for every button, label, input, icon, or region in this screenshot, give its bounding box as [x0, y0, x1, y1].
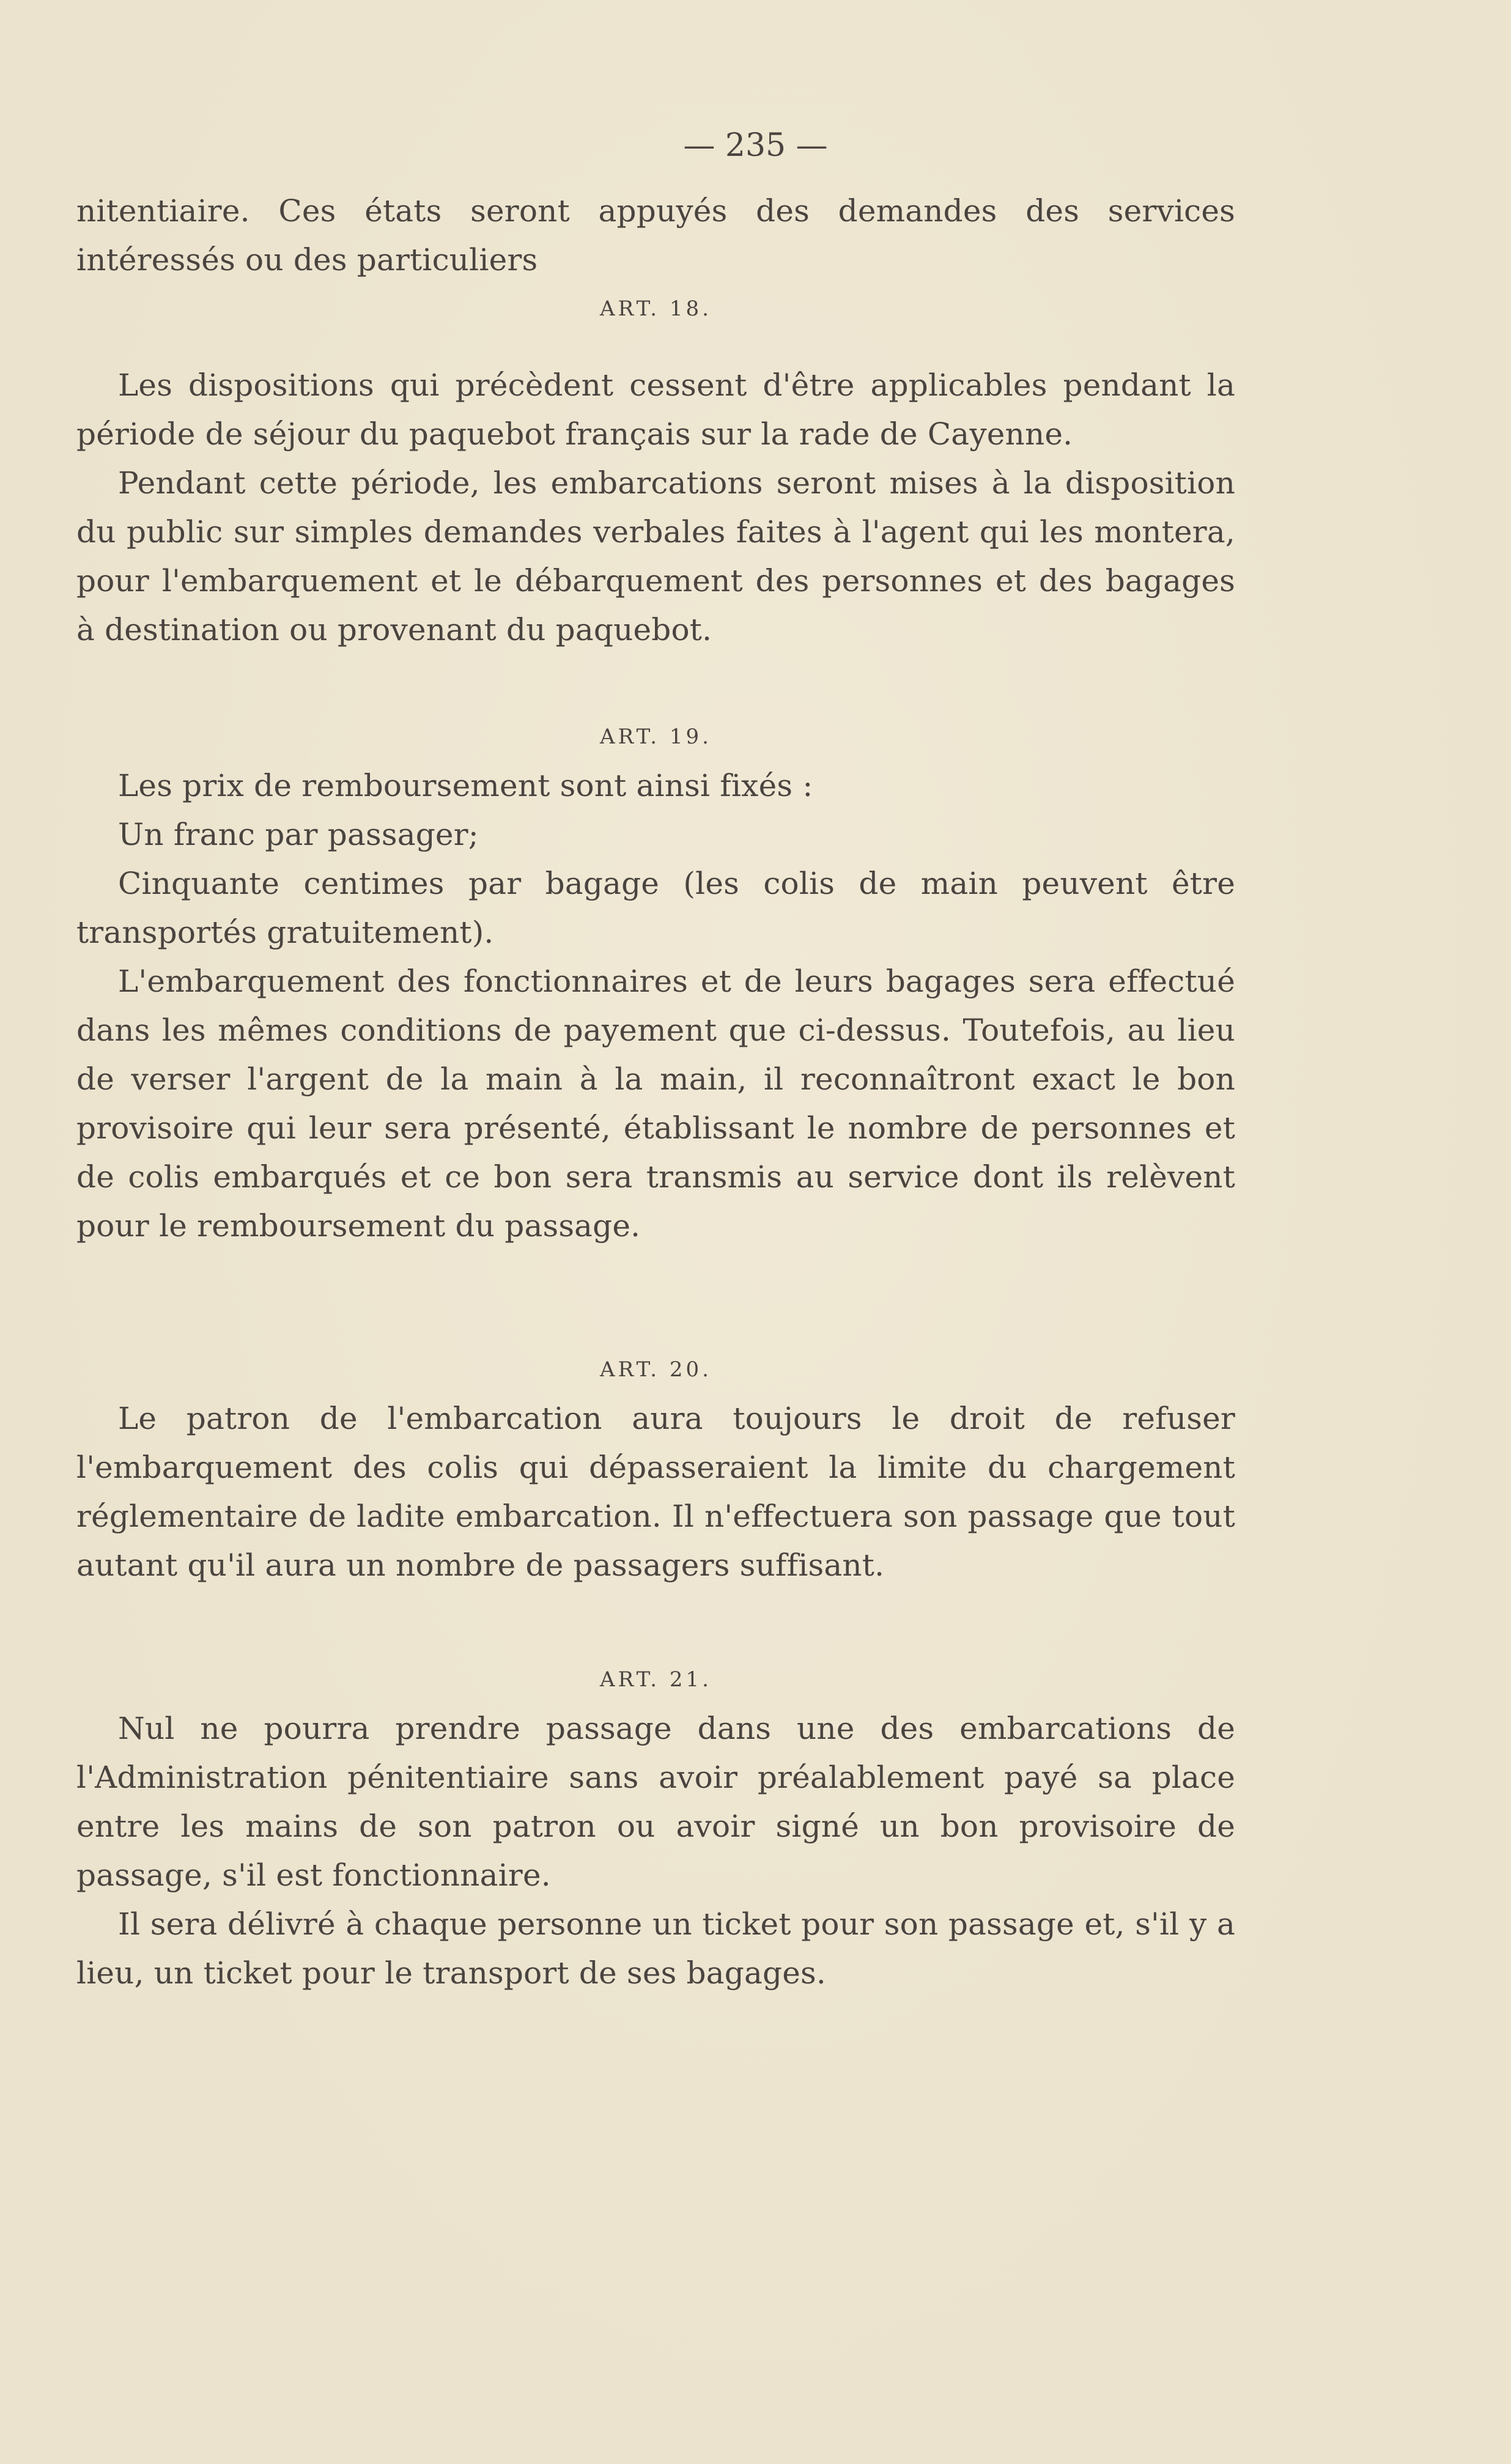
paragraph: Pendant cette période, les embarcations seront mises à la disposition du public sur simples demandes verbales faites à l'agent qui les montera, pour l'embarquement et le débarquement des personnes et des bagages à destination ou provenant du paquebot. — [76, 465, 1235, 647]
page-number: — 235 — — [683, 127, 828, 164]
body-text-art18 — [76, 361, 1235, 654]
paragraph: Nul ne pourra prendre passage dans une des embarcations de l'Administration pénitentiaire sans avoir préalablement payé sa place entre les mains de son patron ou avoir signé un bon provisoire de passage, s'il est fonctionnaire. — [76, 1711, 1235, 1893]
article-heading-19: ART. 19. — [600, 725, 712, 749]
paragraph: Cinquante centimes par bagage (les colis de main peuvent être transportés gratuitement). — [76, 866, 1235, 950]
body-text-art21 — [76, 1655, 1235, 1997]
paragraph: Le patron de l'embarcation aura toujours le droit de refuser l'embarquement des colis qui dépasseraient la limite du chargement réglementaire de ladite embarcation. Il n'effectuera son passage que tout autant qu'il aura un nombre de passagers suffisant. — [76, 1401, 1235, 1583]
article-heading-21: ART. 21. — [600, 1667, 712, 1692]
article-heading-20: ART. 20. — [600, 1357, 712, 1382]
paragraph: Les dispositions qui précèdent cessent d'être applicables pendant la période de séjour du paquebot français sur la rade de Cayenne. — [76, 367, 1235, 452]
paragraph: Un franc par passager; — [118, 817, 479, 852]
body-text-art20 — [76, 1345, 1235, 1590]
body-text-art19 — [76, 712, 1235, 1250]
paragraph: Les prix de remboursement sont ainsi fixés : — [118, 768, 813, 803]
article-heading-18: ART. 18. — [600, 297, 712, 321]
body-text-top — [76, 186, 1235, 333]
paragraph: Il sera délivré à chaque personne un ticket pour son passage et, s'il y a lieu, un ticket pour le transport de ses bagages. — [76, 1906, 1235, 1991]
paragraph: nitentiaire. Ces états seront appuyés des demandes des services intéressés ou des particuliers — [76, 193, 1235, 278]
paragraph: L'embarquement des fonctionnaires et de leurs bagages sera effectué dans les mêmes conditions de payement que ci-dessus. Toutefois, au lieu de verser l'argent de la main à la main, il reconnaîtront exact le bon provisoire qui leur sera présenté, établissant le nombre de personnes et de colis embarqués et ce bon sera transmis au service dont ils relèvent pour le remboursement du passage. — [76, 964, 1235, 1244]
